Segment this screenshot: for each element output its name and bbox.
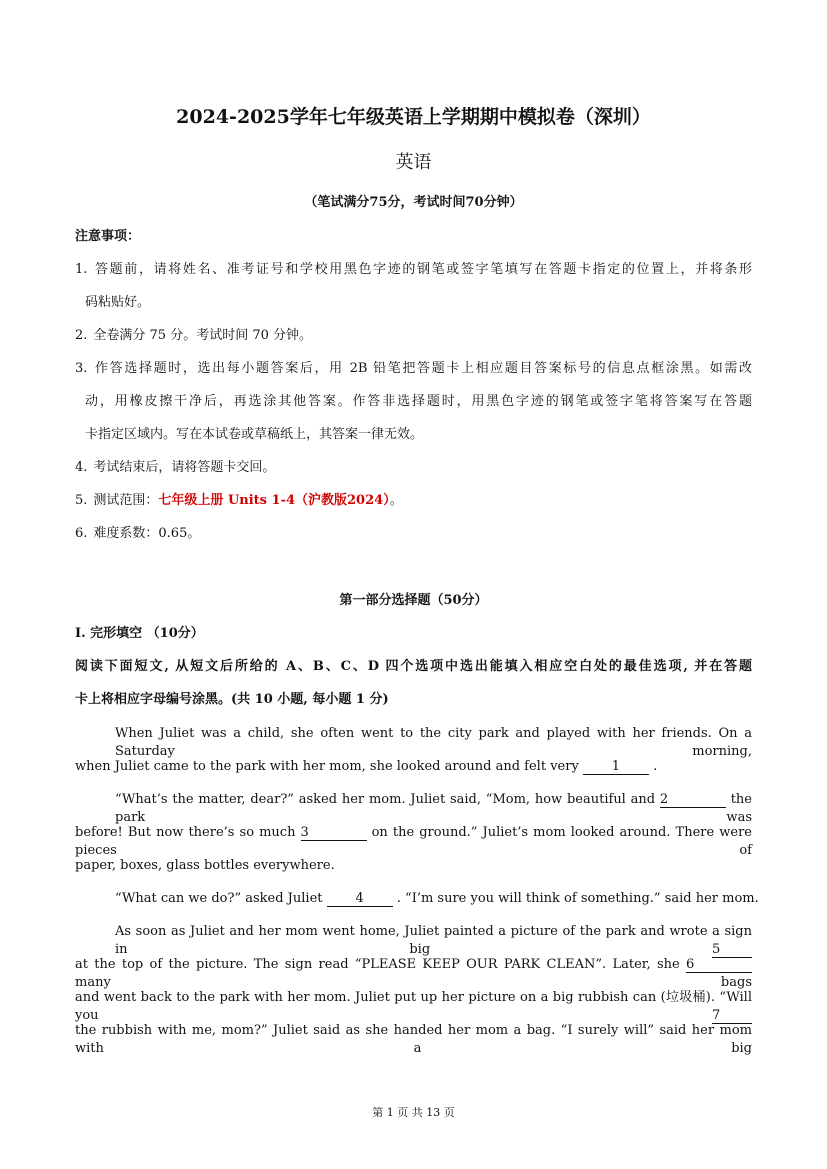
passage-text: When Juliet was a child, she often went to the city park and played with her friends. On a Saturday morning, [115,726,752,759]
passage-text: many bags [75,975,752,990]
passage-text: on the ground.” Juliet’s mom looked around. There were pieces of [75,825,752,858]
passage-text: As soon as Juliet and her mom went home, Juliet painted a picture of the park and wrote a sign in big [115,924,752,957]
passage-text: the rubbish with me, mom?” Juliet said as she handed her mom a bag. “I surely will” said her mom with a big [75,1023,752,1056]
passage-line [75,890,759,908]
blank-2: 2 [660,793,726,808]
page-footer: 第 1 页 共 13 页 [372,1106,455,1119]
note-number: 6. [75,526,88,541]
passage-line [75,824,752,858]
note-text: 。 [389,493,403,508]
note-text: 作答选择题时，选出每小题答案后，用 2B 铅笔把答题卡上相应题目答案标号的信息点框涂黑。如需改 [93,361,752,376]
instructions-line: 卡上将相应字母编号涂黑。(共 10 小题, 每小题 1 分) [75,692,389,707]
note-line [75,294,752,312]
note-number: 3. [75,361,88,376]
passage-line [75,758,752,776]
passage-text: at the top of the picture. The sign read “PLEASE KEEP OUR PARK CLEAN”. Later, she [75,957,686,972]
note-text: 卡指定区域内。写在本试卷或草稿纸上，其答案一律无效。 [85,427,424,442]
subject-heading: 英语 [395,152,432,173]
test-scope: 七年级上册 Units 1-4（沪教版2024） [158,493,390,508]
passage-line [75,923,752,957]
passage-line [75,725,752,759]
note-text: 测试范围： [93,493,159,508]
blank-6: 6 [686,958,752,973]
passage-text: “What’s the matter, dear?” asked her mom. Juliet said, “Mom, how beautiful and [115,792,660,807]
blank-5: 5 [712,943,752,958]
blank-1: 1 [583,760,649,775]
note-line [75,327,752,345]
passage-text: “What can we do?” asked Juliet [115,891,327,906]
passage-line [75,1022,752,1056]
blank-4: 4 [327,892,393,907]
passage-text: the park was [115,792,752,825]
note-text: 答题前，请将姓名、准考证号和学校用黑色字迹的钢笔或签字笔填写在答题卡指定的位置上，并将条形 [93,262,752,277]
note-number: 4. [75,460,88,475]
instructions-line: 阅读下面短文, 从短文后所给的 A、B、C、D 四个选项中选出能填入相应空白处的最佳选项, 并在答题 [75,659,752,674]
note-line [75,492,752,510]
note-number: 5. [75,493,88,508]
passage-text: when Juliet came to the park with her mom, she looked around and felt very [75,759,583,774]
passage-text: paper, boxes, glass bottles everywhere. [75,858,335,873]
note-text: 难度系数：0.65。 [93,526,201,541]
note-text: 考试结束后，请将答题卡交回。 [93,460,276,475]
note-text: 动，用橡皮擦干净后，再选涂其他答案。作答非选择题时，用黑色字迹的钢笔或签字笔将答案写在答题 [85,394,752,409]
exam-info: （笔试满分75分，考试时间70分钟） [304,195,523,210]
note-number: 1. [75,262,88,277]
note-text: 码粘贴好。 [85,295,151,310]
passage-line [75,956,752,990]
note-line [75,426,752,444]
passage-text: before! But now there’s so much [75,825,301,840]
note-number: 2. [75,328,88,343]
passage-line [75,989,752,1023]
note-line [75,261,752,279]
passage-text: . “I’m sure you will think of something.” said her mom. [396,891,759,906]
section-title: 第一部分选择题（50分） [339,593,488,608]
passage-text: and went back to the park with her mom. Juliet put up her picture on a big rubbish can (垃圾桶). “Will you [75,990,752,1023]
document-title: 2024-2025学年七年级英语上学期期中模拟卷（深圳） [176,106,651,128]
notes-heading: 注意事项： [75,229,141,244]
note-line [75,360,752,378]
note-line [75,459,752,477]
blank-3: 3 [301,826,367,841]
note-line [75,393,752,411]
note-line [75,525,752,543]
passage-text: . [653,759,658,774]
passage-line [75,791,752,825]
note-text: 全卷满分 75 分。考试时间 70 分钟。 [93,328,313,343]
part-title: I. 完形填空 （10分） [75,626,204,641]
passage-line [75,857,752,875]
blank-7: 7 [712,1009,752,1024]
